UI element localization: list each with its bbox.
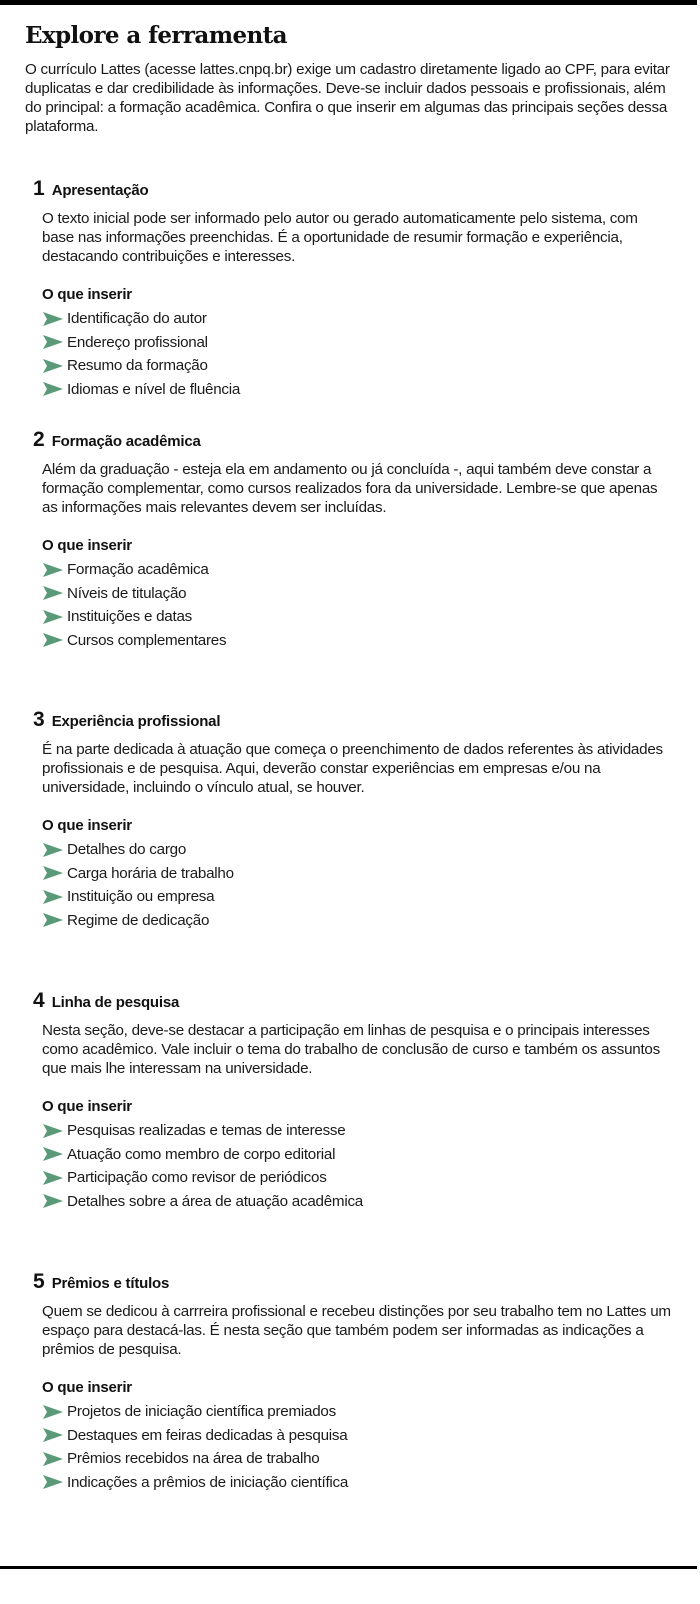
section-apresentacao bbox=[33, 177, 673, 401]
list-item: Detalhes do cargo bbox=[42, 838, 673, 862]
page-title: Explore a ferramenta bbox=[25, 22, 287, 49]
section-number: 4 bbox=[33, 989, 45, 1012]
section-title: Prêmios e títulos bbox=[51, 1275, 170, 1292]
insert-list bbox=[42, 558, 673, 652]
list-item: Formação acadêmica bbox=[42, 558, 673, 582]
insert-heading: O que inserir bbox=[42, 286, 132, 303]
list-item: Níveis de titulação bbox=[42, 582, 673, 606]
arrow-bullet-icon bbox=[42, 1146, 64, 1162]
arrow-bullet-icon bbox=[42, 842, 64, 858]
section-number: 5 bbox=[33, 1270, 45, 1293]
list-item: Prêmios recebidos na área de trabalho bbox=[42, 1447, 673, 1471]
list-item: Identificação do autor bbox=[42, 307, 673, 331]
arrow-bullet-icon bbox=[42, 889, 64, 905]
list-item: Resumo da formação bbox=[42, 354, 673, 378]
arrow-bullet-icon bbox=[42, 585, 64, 601]
arrow-bullet-icon bbox=[42, 1170, 64, 1186]
arrow-bullet-icon bbox=[42, 865, 64, 881]
insert-heading: O que inserir bbox=[42, 537, 132, 554]
section-number: 1 bbox=[33, 177, 45, 200]
list-item: Idiomas e nível de fluência bbox=[42, 378, 673, 402]
insert-list bbox=[42, 307, 673, 401]
section-formacao-academica bbox=[33, 428, 673, 652]
arrow-bullet-icon bbox=[42, 632, 64, 648]
insert-list bbox=[42, 1119, 673, 1213]
arrow-bullet-icon bbox=[42, 1404, 64, 1420]
top-rule bbox=[0, 0, 697, 5]
section-title: Apresentação bbox=[51, 182, 149, 199]
section-heading bbox=[33, 708, 673, 734]
list-item: Destaques em feiras dedicadas à pesquisa bbox=[42, 1424, 673, 1448]
list-item: Instituições e datas bbox=[42, 605, 673, 629]
section-linha-de-pesquisa bbox=[33, 989, 673, 1213]
list-item: Endereço profissional bbox=[42, 331, 673, 355]
arrow-bullet-icon bbox=[42, 912, 64, 928]
section-title: Linha de pesquisa bbox=[51, 994, 180, 1011]
section-body: Quem se dedicou à carrreira profissional e recebeu distinções por seu trabalho tem no Lattes um espaço para destacá-las. É nesta seção que também podem ser informadas as indicações a prêmios de pesquisa. bbox=[42, 1303, 671, 1358]
list-item: Pesquisas realizadas e temas de interesse bbox=[42, 1119, 673, 1143]
arrow-bullet-icon bbox=[42, 562, 64, 578]
section-number: 3 bbox=[33, 708, 45, 731]
insert-heading: O que inserir bbox=[42, 1098, 132, 1115]
list-item: Instituição ou empresa bbox=[42, 885, 673, 909]
section-heading bbox=[33, 428, 673, 454]
section-body: Nesta seção, deve-se destacar a participação em linhas de pesquisa e o principais interesses como acadêmico. Vale incluir o tema do trabalho de conclusão de curso e também os assuntos que mais lhe interessam na universidade. bbox=[42, 1022, 660, 1077]
section-title: Experiência profissional bbox=[51, 713, 221, 730]
section-heading bbox=[33, 1270, 673, 1296]
arrow-bullet-icon bbox=[42, 1123, 64, 1139]
arrow-bullet-icon bbox=[42, 358, 64, 374]
arrow-bullet-icon bbox=[42, 1451, 64, 1467]
list-item: Regime de dedicação bbox=[42, 909, 673, 933]
arrow-bullet-icon bbox=[42, 1193, 64, 1209]
section-heading bbox=[33, 177, 673, 203]
section-number: 2 bbox=[33, 428, 45, 451]
insert-list bbox=[42, 838, 673, 932]
arrow-bullet-icon bbox=[42, 609, 64, 625]
arrow-bullet-icon bbox=[42, 381, 64, 397]
list-item: Atuação como membro de corpo editorial bbox=[42, 1143, 673, 1167]
section-premios-e-titulos bbox=[33, 1270, 673, 1494]
insert-heading: O que inserir bbox=[42, 1379, 132, 1396]
list-item: Cursos complementares bbox=[42, 629, 673, 653]
section-heading bbox=[33, 989, 673, 1015]
list-item: Indicações a prêmios de iniciação científica bbox=[42, 1471, 673, 1495]
section-title: Formação acadêmica bbox=[51, 433, 201, 450]
arrow-bullet-icon bbox=[42, 311, 64, 327]
arrow-bullet-icon bbox=[42, 334, 64, 350]
section-body: É na parte dedicada à atuação que começa o preenchimento de dados referentes às atividades profissionais e de pesquisa. Aqui, deverão constar experiências em empresas e/ou na universidade, incluindo o vínculo atual, se houver. bbox=[42, 741, 663, 796]
arrow-bullet-icon bbox=[42, 1474, 64, 1490]
list-item: Participação como revisor de periódicos bbox=[42, 1166, 673, 1190]
intro-paragraph: O currículo Lattes (acesse lattes.cnpq.br) exige um cadastro diretamente ligado ao CPF, para evitar duplicatas e dar credibilidade às informações. Deve-se incluir dados pessoais e profissionais, além do principal: a formação acadêmica. Confira o que inserir em algumas das principais seções dessa plataforma. bbox=[25, 61, 670, 135]
insert-list bbox=[42, 1400, 673, 1494]
section-experiencia-profissional bbox=[33, 708, 673, 932]
list-item: Projetos de iniciação científica premiados bbox=[42, 1400, 673, 1424]
arrow-bullet-icon bbox=[42, 1427, 64, 1443]
section-body: O texto inicial pode ser informado pelo autor ou gerado automaticamente pelo sistema, com base nas informações preenchidas. É a oportunidade de resumir formação e experiência, destacando contribuições e interesses. bbox=[42, 210, 638, 265]
insert-heading: O que inserir bbox=[42, 817, 132, 834]
bottom-rule bbox=[0, 1566, 697, 1569]
list-item: Carga horária de trabalho bbox=[42, 862, 673, 886]
list-item: Detalhes sobre a área de atuação acadêmica bbox=[42, 1190, 673, 1214]
section-body: Além da graduação - esteja ela em andamento ou já concluída -, aqui também deve constar a formação complementar, como cursos realizados fora da universidade. Lembre-se que apenas as informações mais relevantes devem ser incluídas. bbox=[42, 461, 658, 516]
